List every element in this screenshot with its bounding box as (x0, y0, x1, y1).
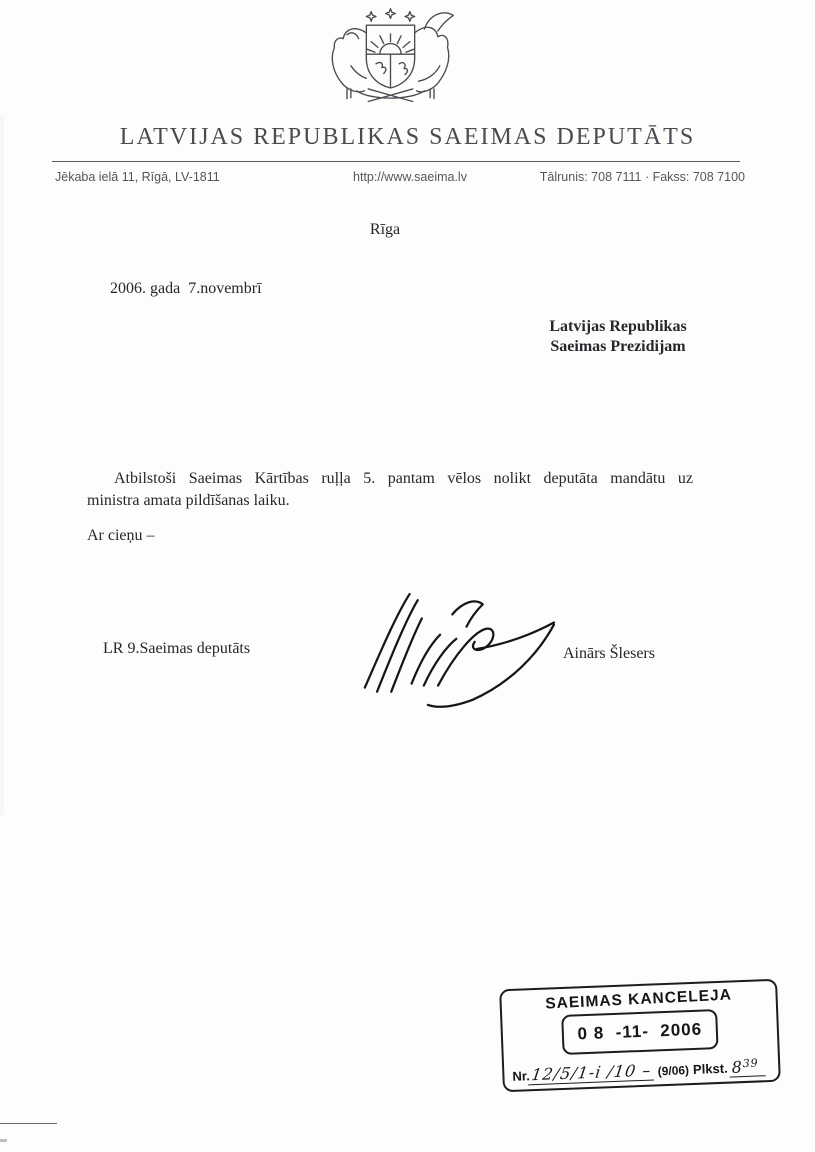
letterhead-divider (52, 161, 740, 162)
stamp-time-handwritten-value (729, 1056, 765, 1078)
stamp-time-label: Plkst. (692, 1060, 728, 1077)
closing-line: Ar cieņu – (87, 527, 155, 544)
stamp-doc-code: (9/06) (657, 1063, 690, 1079)
letterhead-phone-fax: Tālrunis: 708 7111 · Fakss: 708 7100 (539, 170, 745, 184)
latvia-coat-of-arms-icon (318, 6, 463, 111)
signature-icon (358, 590, 573, 712)
city-line: Rīga (369, 221, 401, 238)
stamp-org-name: SAEIMAS KANCELEJA (544, 986, 733, 1013)
letterhead-title: LATVIJAS REPUBLIKAS SAEIMAS DEPUTĀTS (119, 124, 696, 150)
addressee-line1: Latvijas Republikas (549, 318, 687, 335)
stamp-time-hour: 8 (731, 1057, 744, 1077)
scan-edge-artifact (0, 115, 4, 815)
registry-stamp (499, 979, 781, 1093)
stamp-nr-handwritten-value: 12/5/1-i /10 – (528, 1060, 657, 1085)
stamp-time-minutes: 39 (742, 1056, 759, 1070)
addressee-line2: Saeimas Prezidijam (550, 337, 686, 355)
letterhead-contact-row (0, 168, 815, 188)
letterhead-address: Jēkaba ielā 11, Rīgā, LV-1811 (55, 170, 220, 184)
body-line2: ministra amata pildīšanas laiku. (87, 492, 290, 510)
body-line1: Atbilstoši Saeimas Kārtības ruļļa 5. pantam vēlos nolikt deputāta mandātu uz (114, 470, 693, 487)
stamp-date-box: 0 8 -11- 2006 (561, 1009, 718, 1055)
signer-title: LR 9.Saeimas deputāts (103, 640, 251, 657)
addressee-block (528, 317, 708, 356)
date-line: 2006. gada 7.novembrī (110, 280, 262, 297)
letterhead-website: http://www.saeima.lv (353, 170, 467, 184)
scan-artifact-line (0, 1123, 57, 1124)
stamp-nr-label: Nr. (512, 1068, 531, 1084)
body-paragraph (87, 468, 693, 512)
signer-name: Ainārs Šlesers (563, 645, 655, 662)
stamp-registration-row (512, 1056, 771, 1086)
scan-artifact-dot (0, 1139, 7, 1142)
